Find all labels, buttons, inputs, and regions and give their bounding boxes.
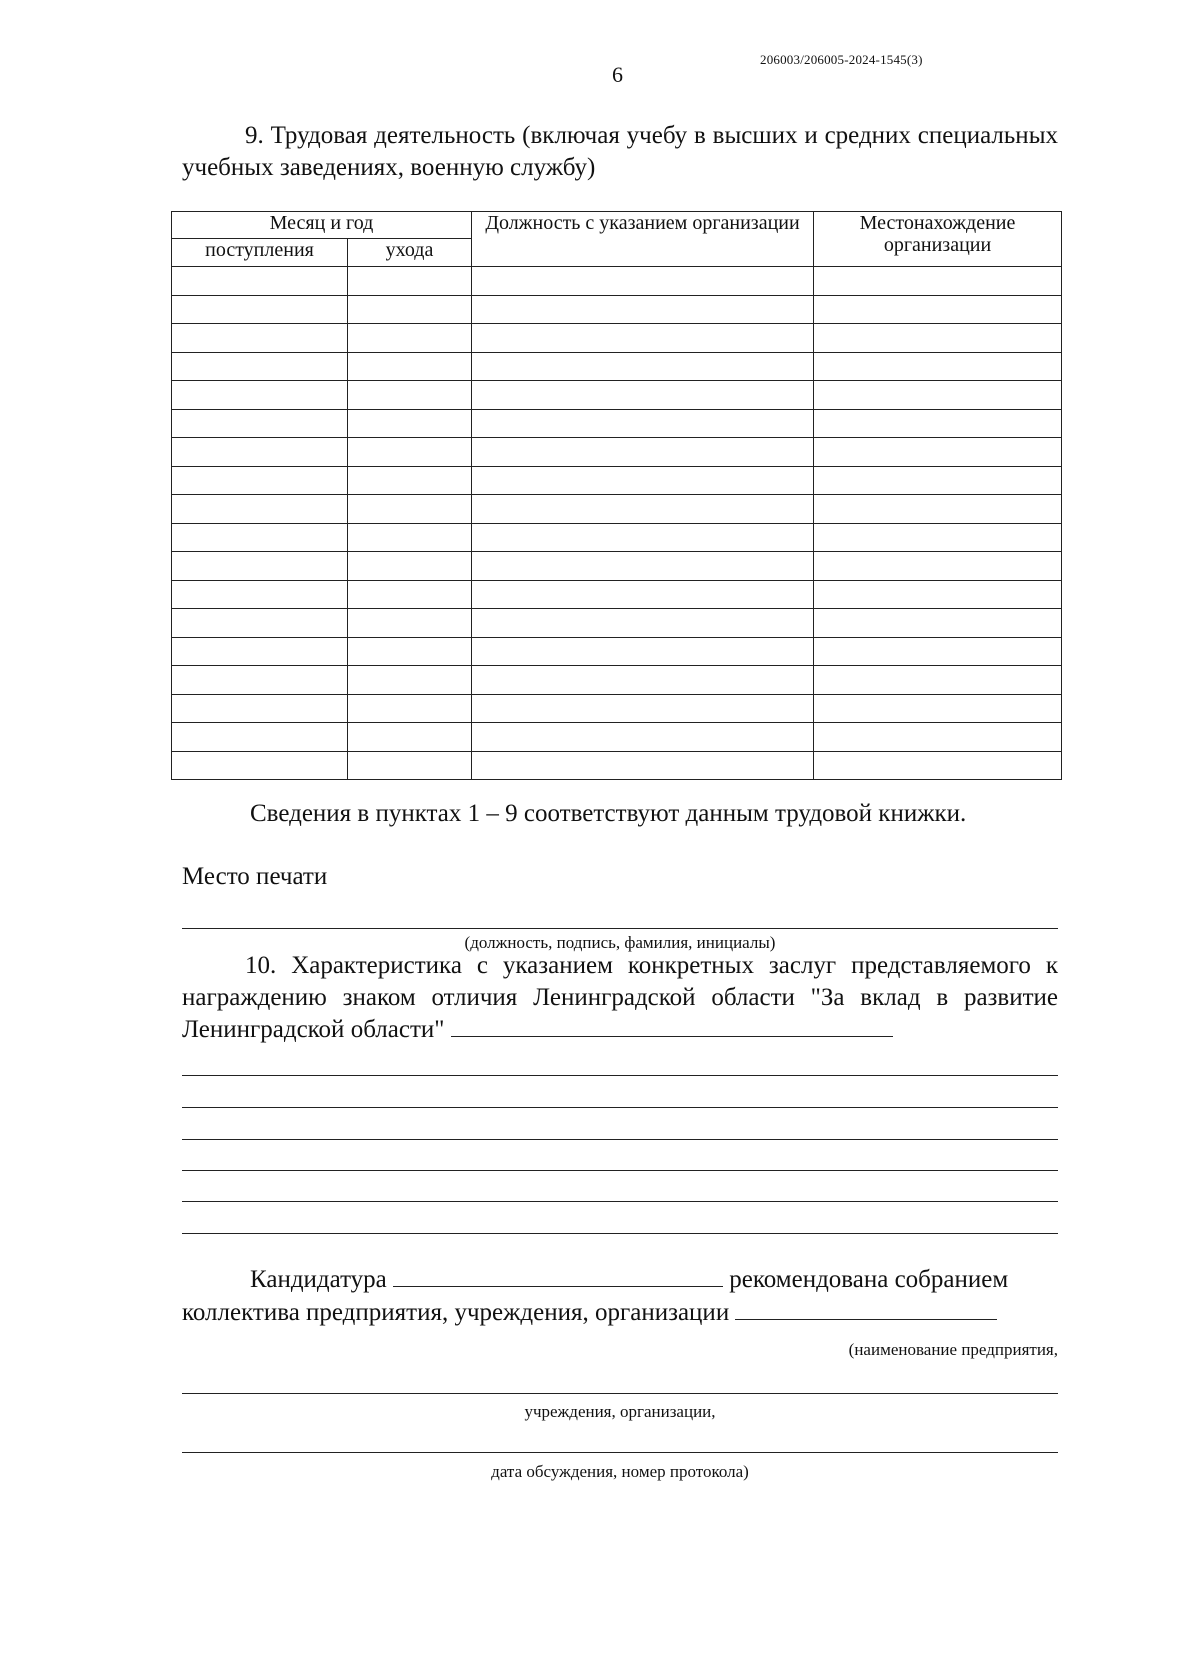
cell-entry[interactable] <box>172 466 348 495</box>
candidacy-recommended: рекомендована собранием <box>729 1266 1009 1293</box>
characteristics-line-3[interactable] <box>182 1139 1058 1140</box>
cell-entry[interactable] <box>172 438 348 467</box>
cell-exit[interactable] <box>348 694 472 723</box>
cell-exit[interactable] <box>348 609 472 638</box>
cell-exit[interactable] <box>348 580 472 609</box>
cell-location[interactable] <box>814 666 1062 695</box>
cell-location[interactable] <box>814 438 1062 467</box>
cell-entry[interactable] <box>172 267 348 296</box>
section-10-title <box>182 950 1058 1046</box>
candidacy-line <box>250 1266 1008 1294</box>
cell-position[interactable] <box>472 666 814 695</box>
table-row <box>172 552 1062 581</box>
cell-entry[interactable] <box>172 666 348 695</box>
table-row <box>172 666 1062 695</box>
table-row <box>172 751 1062 780</box>
meeting-details-line[interactable] <box>182 1452 1058 1453</box>
cell-position[interactable] <box>472 409 814 438</box>
table-row <box>172 409 1062 438</box>
cell-position[interactable] <box>472 637 814 666</box>
table-row <box>172 381 1062 410</box>
table-row <box>172 723 1062 752</box>
cell-position[interactable] <box>472 466 814 495</box>
table-body <box>172 267 1062 780</box>
cell-position[interactable] <box>472 523 814 552</box>
cell-position[interactable] <box>472 381 814 410</box>
table-header-row <box>172 212 1062 239</box>
cell-exit[interactable] <box>348 552 472 581</box>
cell-exit[interactable] <box>348 466 472 495</box>
cell-position[interactable] <box>472 694 814 723</box>
table-row <box>172 637 1062 666</box>
cell-entry[interactable] <box>172 751 348 780</box>
cell-location[interactable] <box>814 694 1062 723</box>
cell-exit[interactable] <box>348 751 472 780</box>
table-row <box>172 352 1062 381</box>
cell-exit[interactable] <box>348 495 472 524</box>
table-row <box>172 580 1062 609</box>
section-9-title: 9. Трудовая деятельность (включая учебу в высших и средних специальных учебных заведениях, военную службу) <box>182 122 1058 181</box>
cell-entry[interactable] <box>172 723 348 752</box>
candidate-name-field[interactable] <box>393 1266 723 1287</box>
cell-location[interactable] <box>814 267 1062 296</box>
cell-position[interactable] <box>472 267 814 296</box>
cell-exit[interactable] <box>348 295 472 324</box>
cell-entry[interactable] <box>172 409 348 438</box>
cell-position[interactable] <box>472 438 814 467</box>
characteristics-line-1[interactable] <box>182 1075 1058 1076</box>
cell-entry[interactable] <box>172 352 348 381</box>
cell-location[interactable] <box>814 552 1062 581</box>
cell-position[interactable] <box>472 352 814 381</box>
cell-entry[interactable] <box>172 552 348 581</box>
table-row <box>172 324 1062 353</box>
cell-position[interactable] <box>472 495 814 524</box>
page-number: 6 <box>612 62 623 87</box>
table-row <box>172 267 1062 296</box>
cell-entry[interactable] <box>172 694 348 723</box>
cell-exit[interactable] <box>348 381 472 410</box>
signature-caption: (должность, подпись, фамилия, инициалы) <box>464 933 776 952</box>
cell-location[interactable] <box>814 637 1062 666</box>
table-row <box>172 523 1062 552</box>
cell-location[interactable] <box>814 751 1062 780</box>
cell-exit[interactable] <box>348 409 472 438</box>
cell-exit[interactable] <box>348 438 472 467</box>
characteristics-line-5[interactable] <box>182 1201 1058 1202</box>
cell-entry[interactable] <box>172 523 348 552</box>
cell-position[interactable] <box>472 751 814 780</box>
organization-name-field[interactable] <box>735 1299 997 1320</box>
collective-label: коллектива предприятия, учреждения, организации <box>182 1299 730 1326</box>
characteristics-line-2[interactable] <box>182 1107 1058 1108</box>
cell-exit[interactable] <box>348 723 472 752</box>
cell-entry[interactable] <box>172 609 348 638</box>
cell-exit[interactable] <box>348 352 472 381</box>
cell-exit[interactable] <box>348 267 472 296</box>
organization-line-2[interactable] <box>182 1393 1058 1394</box>
cell-position[interactable] <box>472 324 814 353</box>
header-month-year: Месяц и год <box>172 212 472 239</box>
candidacy-label: Кандидатура <box>250 1266 387 1293</box>
table-row <box>172 694 1062 723</box>
table-row <box>172 609 1062 638</box>
cell-location[interactable] <box>814 723 1062 752</box>
organization-caption: (наименование предприятия, <box>848 1340 1058 1359</box>
confirmation-statement: Сведения в пунктах 1 – 9 соответствуют данным трудовой книжки. <box>250 800 967 827</box>
header-exit: ухода <box>348 239 472 267</box>
cell-exit[interactable] <box>348 324 472 353</box>
cell-entry[interactable] <box>172 324 348 353</box>
cell-entry[interactable] <box>172 495 348 524</box>
table-row <box>172 466 1062 495</box>
signature-line[interactable] <box>182 928 1058 929</box>
table-row <box>172 495 1062 524</box>
cell-entry[interactable] <box>172 580 348 609</box>
cell-location[interactable] <box>814 580 1062 609</box>
cell-location[interactable] <box>814 381 1062 410</box>
cell-location[interactable] <box>814 324 1062 353</box>
header-entry: поступления <box>172 239 348 267</box>
characteristics-inline-field[interactable] <box>451 1016 893 1037</box>
section-10-text: 10. Характеристика с указанием конкретных заслуг представляемого к награждению знаком отличия Ленинградской области "За вклад в развитие Ленинградской области" <box>182 952 1058 1043</box>
cell-entry[interactable] <box>172 637 348 666</box>
cell-position[interactable] <box>472 723 814 752</box>
header-position: Должность с указанием организации <box>472 212 814 267</box>
header-location: Местонахождение организации <box>814 212 1062 267</box>
cell-position[interactable] <box>472 609 814 638</box>
cell-location[interactable] <box>814 609 1062 638</box>
employment-table <box>171 211 1062 780</box>
cell-position[interactable] <box>472 552 814 581</box>
cell-exit[interactable] <box>348 637 472 666</box>
table-row <box>172 438 1062 467</box>
cell-position[interactable] <box>472 580 814 609</box>
cell-location[interactable] <box>814 466 1062 495</box>
collective-line <box>182 1299 997 1327</box>
characteristics-line-6[interactable] <box>182 1233 1058 1234</box>
stamp-place-label: Место печати <box>182 863 328 890</box>
cell-location[interactable] <box>814 523 1062 552</box>
cell-exit[interactable] <box>348 523 472 552</box>
cell-location[interactable] <box>814 295 1062 324</box>
cell-entry[interactable] <box>172 295 348 324</box>
cell-location[interactable] <box>814 495 1062 524</box>
document-number: 206003/206005-2024-1545(3) <box>760 52 923 67</box>
cell-exit[interactable] <box>348 666 472 695</box>
cell-location[interactable] <box>814 352 1062 381</box>
cell-position[interactable] <box>472 295 814 324</box>
characteristics-line-4[interactable] <box>182 1170 1058 1171</box>
meeting-details-caption: дата обсуждения, номер протокола) <box>491 1462 749 1481</box>
organization-caption-2: учреждения, организации, <box>524 1402 716 1421</box>
cell-entry[interactable] <box>172 381 348 410</box>
table-row <box>172 295 1062 324</box>
cell-location[interactable] <box>814 409 1062 438</box>
